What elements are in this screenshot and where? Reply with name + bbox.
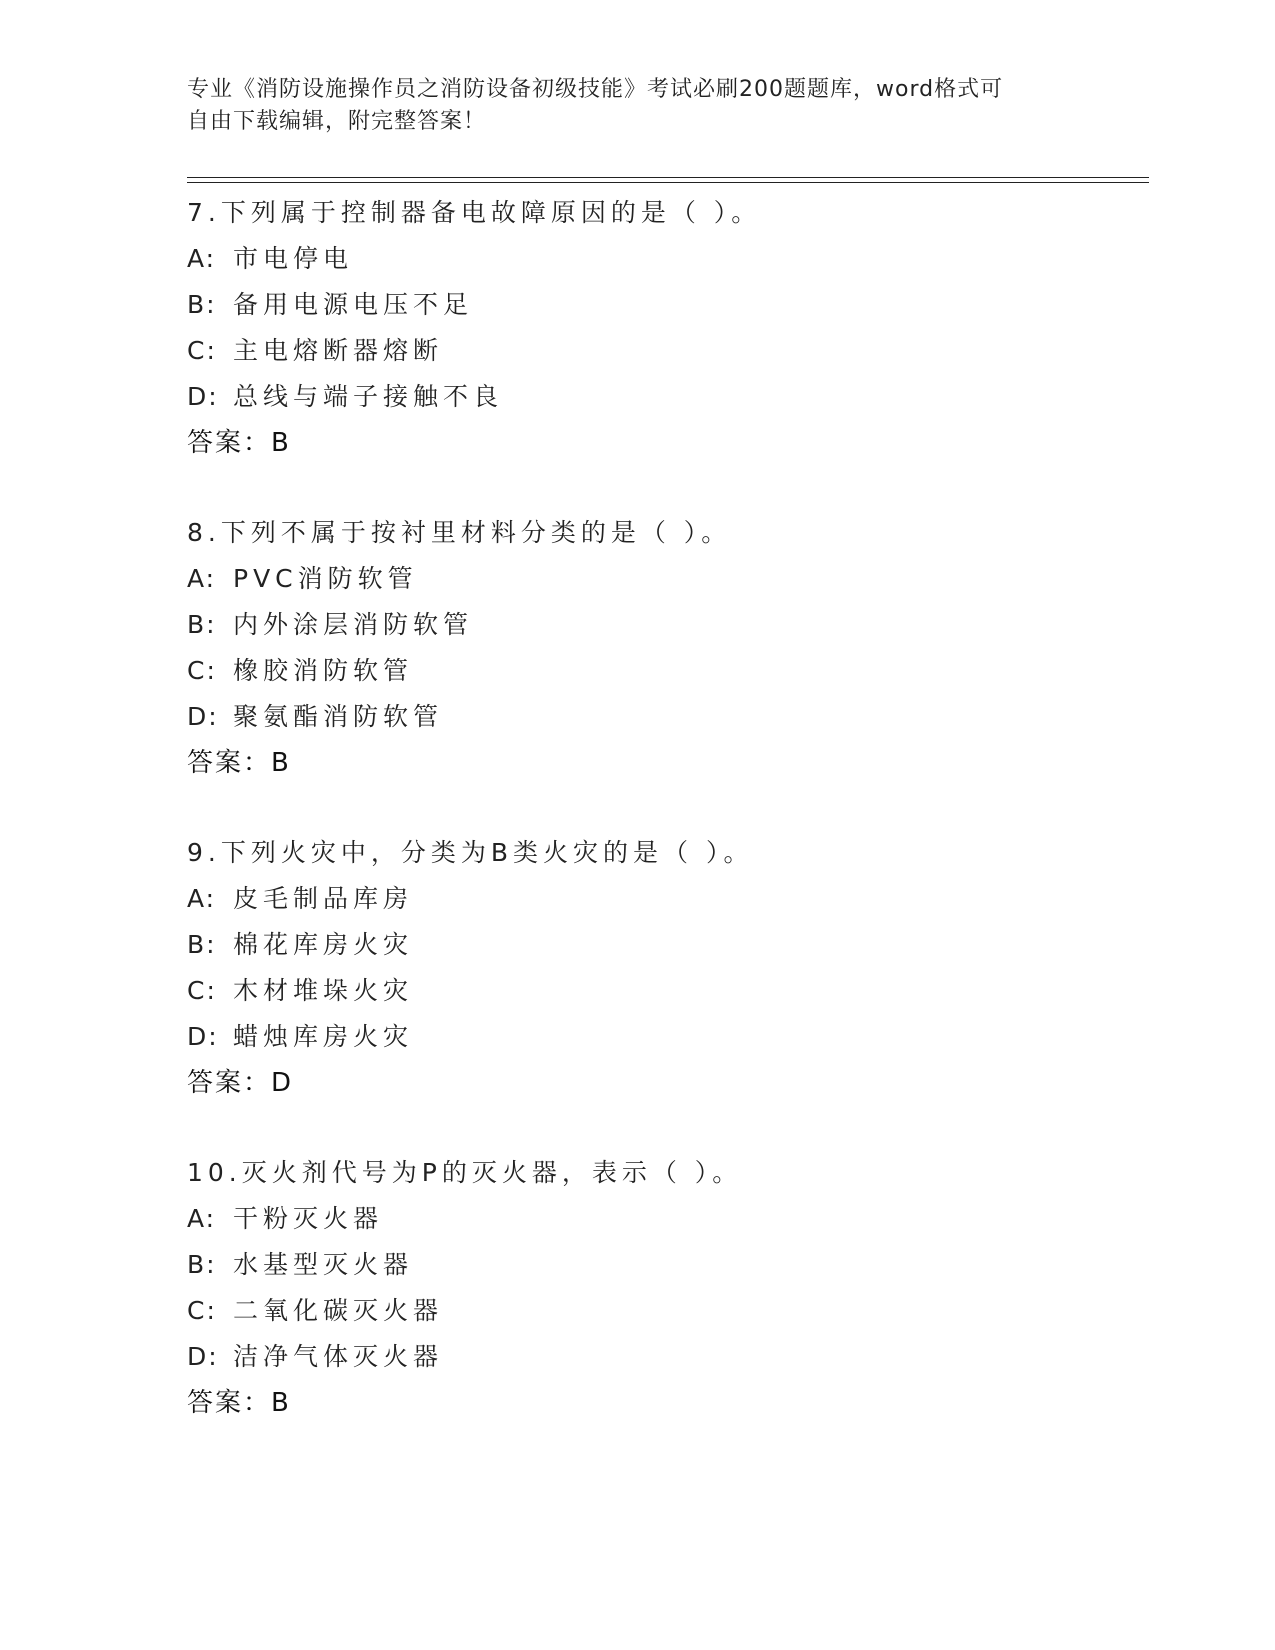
option-text: 聚氨酯消防软管	[233, 702, 444, 731]
option-text: 备用电源电压不足	[233, 290, 474, 319]
option-a	[187, 876, 1147, 922]
option-text: 木材堆垛火灾	[233, 976, 414, 1005]
answer-line: 答案：B	[187, 748, 291, 778]
option-d	[187, 1334, 1147, 1380]
option-a	[187, 556, 1147, 602]
option-b	[187, 282, 1147, 328]
option-letter: C:	[187, 336, 217, 365]
option-letter: D:	[187, 1022, 219, 1051]
option-letter: C:	[187, 976, 217, 1005]
option-d	[187, 694, 1147, 740]
question-stem: 9.下列火灾中，分类为B类火灾的是（ ）。	[187, 838, 754, 867]
option-text: 总线与端子接触不良	[233, 382, 504, 411]
option-d	[187, 1014, 1147, 1060]
question-block-10	[187, 1150, 1147, 1426]
header-divider-bottom	[187, 182, 1149, 183]
option-c	[187, 1288, 1147, 1334]
option-letter: A:	[187, 244, 217, 273]
option-text: 干粉灭火器	[233, 1204, 384, 1233]
option-text: 水基型灭火器	[233, 1250, 414, 1279]
option-letter: D:	[187, 702, 219, 731]
option-text: 市电停电	[233, 244, 354, 273]
option-letter: B:	[187, 1250, 217, 1279]
option-c	[187, 648, 1147, 694]
option-a	[187, 236, 1147, 282]
option-b	[187, 1242, 1147, 1288]
option-text: 主电熔断器熔断	[233, 336, 444, 365]
answer-line: 答案：B	[187, 428, 291, 458]
option-text: 皮毛制品库房	[233, 884, 414, 913]
header-title-line-1: 专业《消防设施操作员之消防设备初级技能》考试必刷200题题库，word格式可	[187, 77, 1004, 102]
option-letter: A:	[187, 564, 217, 593]
question-block-7	[187, 190, 1147, 466]
question-block-8	[187, 510, 1147, 786]
option-text: PVC消防软管	[233, 564, 418, 593]
answer-line: 答案：B	[187, 1388, 291, 1418]
document-header	[187, 74, 1067, 138]
option-text: 内外涂层消防软管	[233, 610, 474, 639]
header-divider-top	[187, 177, 1149, 178]
option-letter: B:	[187, 290, 217, 319]
option-letter: D:	[187, 1342, 219, 1371]
question-block-9	[187, 830, 1147, 1106]
option-letter: A:	[187, 1204, 217, 1233]
option-letter: A:	[187, 884, 217, 913]
option-b	[187, 602, 1147, 648]
answer-line: 答案：D	[187, 1068, 294, 1098]
option-text: 蜡烛库房火灾	[233, 1022, 414, 1051]
option-text: 洁净气体灭火器	[233, 1342, 444, 1371]
option-text: 棉花库房火灾	[233, 930, 414, 959]
question-stem: 8.下列不属于按衬里材料分类的是（ ）。	[187, 518, 732, 547]
option-letter: C:	[187, 1296, 217, 1325]
option-text: 橡胶消防软管	[233, 656, 414, 685]
option-letter: D:	[187, 382, 219, 411]
option-b	[187, 922, 1147, 968]
option-c	[187, 968, 1147, 1014]
option-letter: C:	[187, 656, 217, 685]
question-stem: 7.下列属于控制器备电故障原因的是（ ）。	[187, 198, 762, 227]
option-text: 二氧化碳灭火器	[233, 1296, 444, 1325]
option-letter: B:	[187, 610, 217, 639]
option-d	[187, 374, 1147, 420]
option-c	[187, 328, 1147, 374]
header-title-line-2: 自由下载编辑，附完整答案！	[187, 109, 487, 134]
option-a	[187, 1196, 1147, 1242]
option-letter: B:	[187, 930, 217, 959]
question-stem: 10.灭火剂代号为P的灭火器，表示（ ）。	[187, 1158, 743, 1187]
